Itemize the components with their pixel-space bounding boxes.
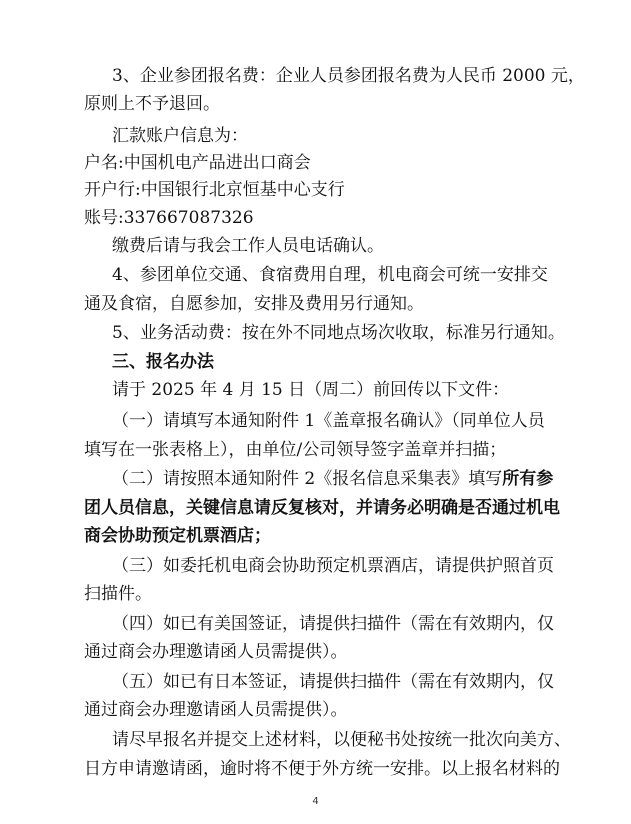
closing-line1: 请尽早报名并提交上述材料，以便秘书处按统一批次向美方、 <box>112 730 571 750</box>
closing-line2: 日方申请邀请函，逾时将不便于外方统一安排。以上报名材料的 <box>84 759 560 779</box>
page-number: 4 <box>312 796 319 807</box>
req-2-text: （二）请按照本通知附件 2《报名信息采集表》填写 <box>112 469 503 489</box>
req-5-line1: （五）如已有日本签证，请提供扫描件（需在有效期内，仅 <box>112 672 554 692</box>
item-5-activity-fee: 5、业务活动费：按在外不同地点场次收取，标准另行通知。 <box>112 323 565 343</box>
req-2-line3: 商会协助预定机票酒店； <box>84 526 271 546</box>
account-name: 户名:中国机电产品进出口商会 <box>84 153 311 173</box>
req-2-bold: 所有参 <box>502 469 554 489</box>
req-3-line1: （三）如委托机电商会协助预定机票酒店，请提供护照首页 <box>112 556 554 576</box>
req-2-line2: 团人员信息，关键信息请反复核对，并请务必明确是否通过机电 <box>84 498 560 518</box>
account-number: 账号:337667087326 <box>84 208 254 228</box>
item-3-fee-line1: 3、企业参团报名费：企业人员参团报名费为人民币 2000 元， <box>112 66 585 86</box>
bank-name: 开户行:中国银行北京恒基中心支行 <box>84 180 345 200</box>
req-2-line1 <box>112 467 553 491</box>
req-5-line2: 通过商会办理邀请函人员需提供）。 <box>84 700 348 720</box>
req-3-line2: 扫描件。 <box>84 584 152 604</box>
req-4-line1: （四）如已有美国签证，请提供扫描件（需在有效期内，仅 <box>112 614 554 634</box>
item-4-line1: 4、参团单位交通、食宿费用自理，机电商会可统一安排交 <box>112 265 548 285</box>
section-3-heading: 三、报名办法 <box>112 352 214 372</box>
item-3-fee-line2: 原则上不予退回。 <box>84 94 220 114</box>
remittance-heading: 汇款账户信息为： <box>112 126 248 146</box>
req-1-line2: 填写在一张表格上），由单位/公司领导签字盖章并扫描； <box>84 440 507 460</box>
req-1-line1: （一）请填写本通知附件 1《盖章报名确认》（同单位人员 <box>112 411 545 431</box>
item-4-line2: 通及食宿，自愿参加，安排及费用另行通知。 <box>84 294 424 314</box>
submission-deadline: 请于 2025 年 4 月 15 日（周二）前回传以下文件： <box>112 380 510 400</box>
payment-confirm: 缴费后请与我会工作人员电话确认。 <box>112 236 384 256</box>
req-4-line2: 通过商会办理邀请函人员需提供）。 <box>84 642 348 662</box>
